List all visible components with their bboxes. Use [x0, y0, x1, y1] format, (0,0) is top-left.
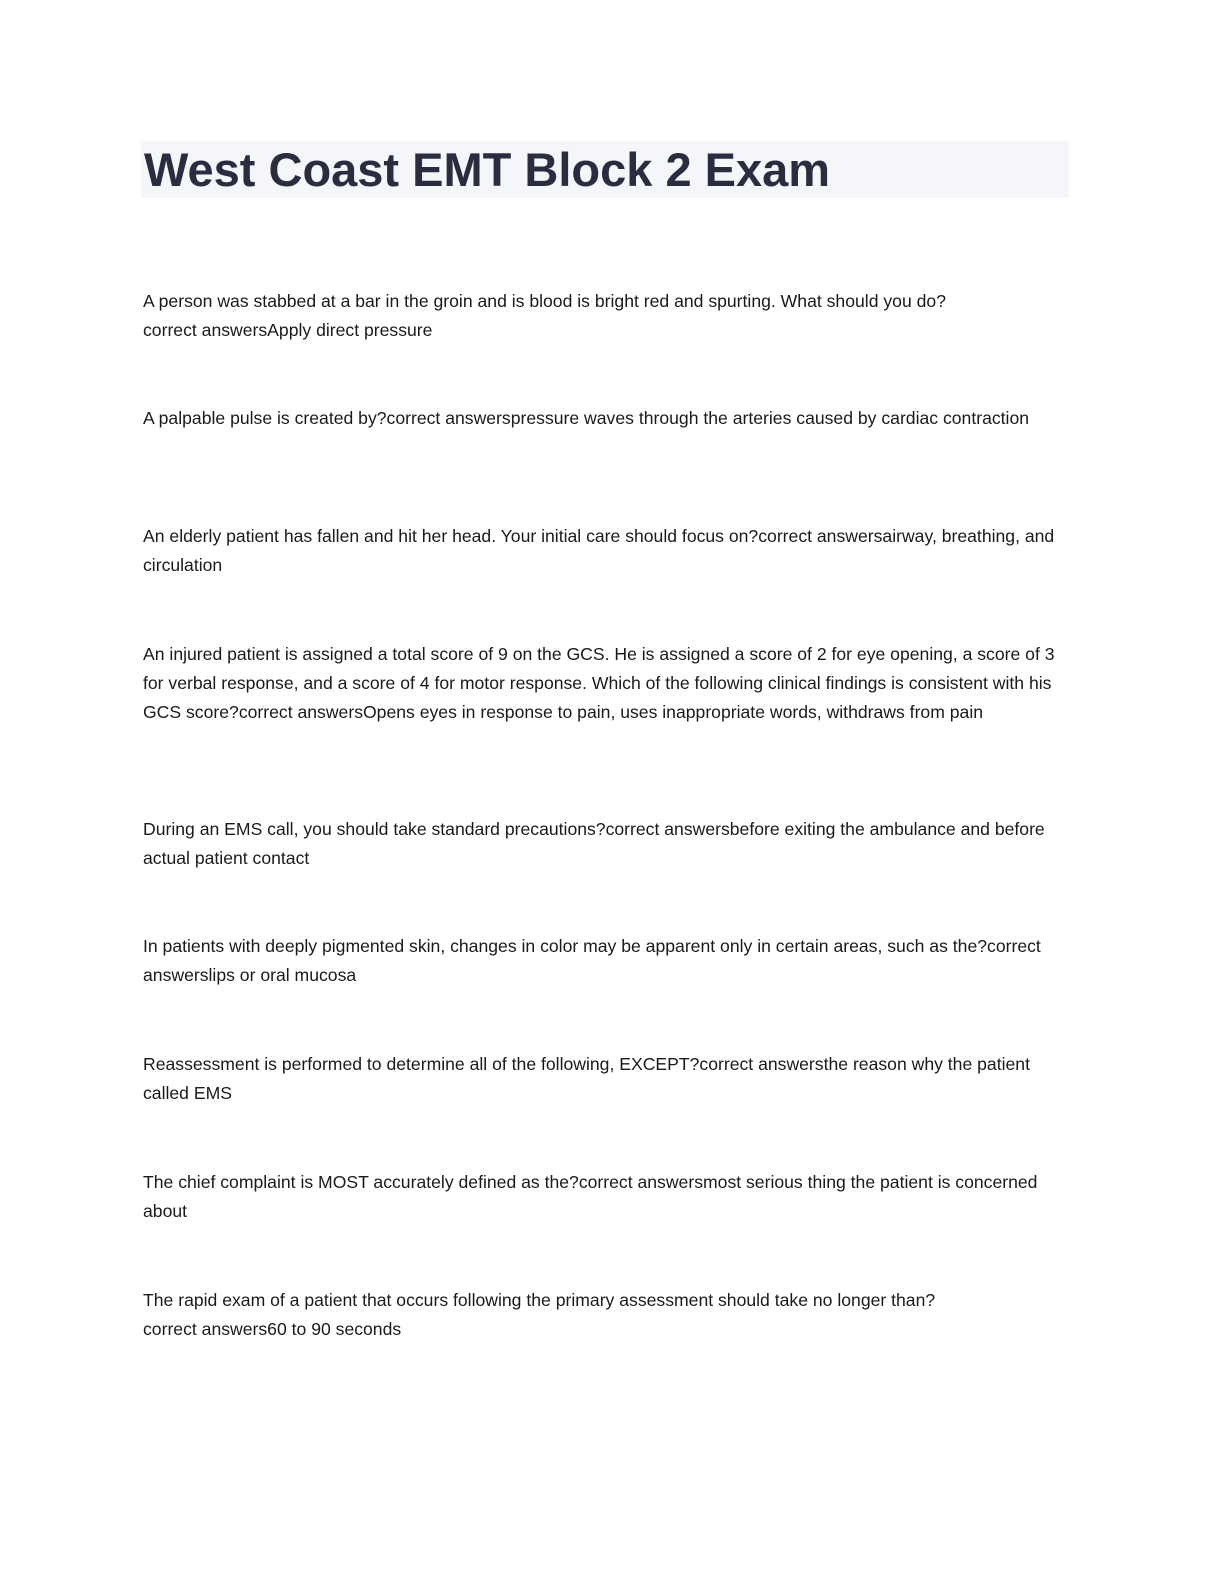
- question-text: The chief complaint is MOST accurately defined as the?: [143, 1172, 579, 1192]
- qa-item-2: [143, 404, 1048, 433]
- answer-prefix: correct answers: [143, 320, 268, 340]
- answer-text: the reason why the patient called EMS: [143, 1054, 1030, 1103]
- answer-prefix: correct answers: [143, 936, 1041, 985]
- qa-item-3: [143, 522, 1073, 580]
- answer-prefix: correct answers: [758, 526, 883, 546]
- qa-item-5: [143, 815, 1073, 873]
- answer-text: lips or oral mucosa: [208, 965, 357, 985]
- answer-text: most serious thing the patient is concerned about: [143, 1172, 1038, 1221]
- qa-item-7: [143, 1050, 1073, 1108]
- answer-prefix: correct answers: [238, 702, 363, 722]
- question-text: A person was stabbed at a bar in the groin and is blood is bright red and spurting. What should you do?: [143, 291, 946, 311]
- answer-prefix: correct answers: [578, 1172, 703, 1192]
- qa-item-8: [143, 1168, 1073, 1226]
- answer-prefix: correct answers: [605, 819, 730, 839]
- title-band: [141, 141, 1069, 198]
- question-text: In patients with deeply pigmented skin, changes in color may be apparent only in certain areas, such as the?: [143, 936, 988, 956]
- answer-text: pressure waves through the arteries caused by cardiac contraction: [510, 408, 1030, 428]
- answer-text: Apply direct pressure: [267, 320, 433, 340]
- answer-prefix: correct answers: [386, 408, 511, 428]
- question-text: A palpable pulse is created by?: [143, 408, 387, 428]
- answer-prefix: correct answers: [143, 1319, 268, 1339]
- qa-item-9: [143, 1286, 1073, 1344]
- question-text: An injured patient is assigned a total score of 9 on the GCS. He is assigned a score of 2 for eye opening, a score of 3 for verbal response, and a score of 4 for motor response. Which of the following clinical findings is consistent with his GCS score?: [143, 644, 1055, 722]
- qa-item-1: [143, 287, 1073, 345]
- qa-item-6: [143, 932, 1073, 990]
- question-text: During an EMS call, you should take standard precautions?: [143, 819, 606, 839]
- qa-item-4: [143, 640, 1073, 727]
- answer-text: airway, breathing, and circulation: [143, 526, 1055, 575]
- answer-text: Opens eyes in response to pain, uses inappropriate words, withdraws from pain: [363, 702, 984, 722]
- answer-text: 60 to 90 seconds: [267, 1319, 402, 1339]
- answer-text: before exiting the ambulance and before actual patient contact: [143, 819, 1045, 868]
- page-title: West Coast EMT Block 2 Exam: [144, 143, 831, 196]
- question-text: An elderly patient has fallen and hit her head. Your initial care should focus on?: [143, 526, 759, 546]
- question-text: The rapid exam of a patient that occurs following the primary assessment should take no longer than?: [143, 1290, 936, 1310]
- question-text: Reassessment is performed to determine all of the following, EXCEPT?: [143, 1054, 700, 1074]
- answer-prefix: correct answers: [699, 1054, 824, 1074]
